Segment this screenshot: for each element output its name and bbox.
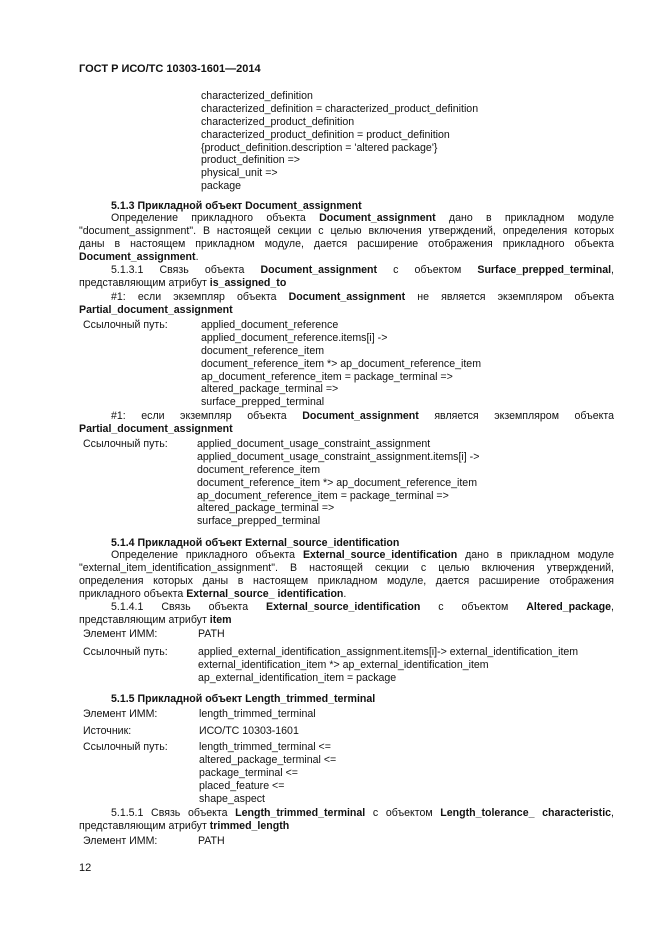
paragraph-line: Определение прикладного объекта External_source_identification дано в прикладном модуле xyxy=(111,549,614,561)
path-line: package_terminal <= xyxy=(199,766,298,779)
source-label: Источник: xyxy=(83,725,132,737)
paragraph-line: 5.1.3.1 Связь объекта Document_assignment с объектом Surface_prepped_terminal, xyxy=(111,264,614,276)
path-line: document_reference_item xyxy=(201,344,325,357)
reference-path-2 xyxy=(197,438,479,528)
path-line: product_definition => xyxy=(201,154,300,167)
path-line: applied_document_reference xyxy=(201,319,339,331)
aim-element-value: length_trimmed_terminal xyxy=(199,708,316,720)
path-line: applied_document_usage_constraint_assignment.items[i] -> xyxy=(197,450,480,463)
path-line: shape_aspect xyxy=(199,792,265,805)
case-1-condition xyxy=(79,291,614,317)
path-line: external_identification_item *> ap_external_identification_item xyxy=(198,658,489,671)
source-value: ИСО/ТС 10303-1601 xyxy=(199,725,299,737)
page-number: 12 xyxy=(79,862,92,874)
aim-element-value: PATH xyxy=(198,628,225,640)
reference-path-label: Ссылочный путь: xyxy=(83,319,168,331)
path-line: document_reference_item *> ap_document_reference_item xyxy=(201,357,482,370)
path-line: document_reference_item xyxy=(197,463,321,476)
case-2-condition xyxy=(79,410,614,436)
paragraph-line: даны в настоящем прикладном модуле, дается расширение отображения прикладного объекта xyxy=(79,237,614,250)
paragraph-line: представляющим атрибут trimmed_length xyxy=(79,819,290,832)
paragraph-line: определения которых даны в настоящем прикладном модуле, дается расширение отображения xyxy=(79,574,614,587)
document-header: ГОСТ Р ИСО/ТС 10303-1601—2014 xyxy=(79,63,261,75)
paragraph-line: #1: если экземпляр объекта Document_assignment не является экземпляром объекта xyxy=(111,291,614,303)
section-5-1-3-1-relation xyxy=(79,264,614,290)
section-5-1-5-heading: 5.1.5 Прикладной объект Length_trimmed_terminal xyxy=(111,693,376,705)
reference-path-3 xyxy=(198,646,578,685)
path-line: applied_external_identification_assignment.items[i]-> external_identification_item xyxy=(198,646,579,658)
reference-path-label: Ссылочный путь: xyxy=(83,741,168,753)
path-line: placed_feature <= xyxy=(199,779,285,792)
paragraph-line: Document_assignment. xyxy=(79,250,199,263)
paragraph-line: Partial_document_assignment xyxy=(79,303,233,316)
path-line: altered_package_terminal <= xyxy=(199,753,337,766)
section-5-1-3-definition xyxy=(79,212,614,264)
paragraph-line: 5.1.4.1 Связь объекта External_source_identification с объектом Altered_package, xyxy=(111,601,614,613)
path-line: applied_document_usage_constraint_assignment xyxy=(197,438,431,450)
path-line: ap_document_reference_item = package_terminal => xyxy=(197,489,449,502)
path-line: {product_definition.description = 'altered package'} xyxy=(201,141,438,154)
path-line: ap_document_reference_item = package_terminal => xyxy=(201,370,453,383)
reference-path-4 xyxy=(199,741,336,805)
path-line: characterized_product_definition xyxy=(201,115,355,128)
paragraph-line: #1: если экземпляр объекта Document_assignment является экземпляром объекта xyxy=(111,410,615,422)
section-5-1-5-1-relation xyxy=(79,807,614,833)
aim-element-value: PATH xyxy=(198,835,225,847)
aim-element-label: Элемент ИММ: xyxy=(83,835,158,847)
path-line: document_reference_item *> ap_document_reference_item xyxy=(197,476,478,489)
top-path-block xyxy=(201,90,478,193)
path-line: altered_package_terminal => xyxy=(197,502,335,515)
path-line: physical_unit => xyxy=(201,167,278,180)
section-5-1-4-1-relation xyxy=(79,601,614,627)
path-line: ap_external_identification_item = package xyxy=(198,671,397,684)
reference-path-label: Ссылочный путь: xyxy=(83,438,168,450)
path-line: applied_document_reference.items[i] -> xyxy=(201,331,388,344)
reference-path-label: Ссылочный путь: xyxy=(83,646,168,658)
path-line: surface_prepped_terminal xyxy=(197,515,321,528)
path-line: length_trimmed_terminal <= xyxy=(199,741,331,753)
path-line: characterized_definition xyxy=(201,90,313,102)
paragraph-line: "external_item_identification_assignment". В настоящей секции с целью включения утверждений, xyxy=(79,561,614,574)
section-5-1-3-heading: 5.1.3 Прикладной объект Document_assignment xyxy=(111,200,362,212)
paragraph-line: прикладного объекта External_source_ identification. xyxy=(79,587,347,600)
paragraph-line: 5.1.5.1 Связь объекта Length_trimmed_terminal с объектом Length_tolerance_ characteristic, xyxy=(111,807,614,819)
aim-element-label: Элемент ИММ: xyxy=(83,708,158,720)
path-line: characterized_product_definition = product_definition xyxy=(201,128,450,141)
path-line: characterized_definition = characterized_product_definition xyxy=(201,102,479,115)
section-5-1-4-heading: 5.1.4 Прикладной объект External_source_identification xyxy=(111,537,400,549)
path-line: package xyxy=(201,180,242,193)
reference-path-1 xyxy=(201,319,481,409)
aim-element-label: Элемент ИММ: xyxy=(83,628,158,640)
section-5-1-4-definition xyxy=(79,549,614,601)
paragraph-line: представляющим атрибут is_assigned_to xyxy=(79,276,287,289)
paragraph-line: Определение прикладного объекта Document_assignment дано в прикладном модуле xyxy=(111,212,614,224)
paragraph-line: Partial_document_assignment xyxy=(79,422,233,435)
path-line: altered_package_terminal => xyxy=(201,383,339,396)
paragraph-line: представляющим атрибут item xyxy=(79,613,232,626)
paragraph-line: "document_assignment". В настоящей секции с целью включения утверждений, определения которых xyxy=(79,224,614,237)
path-line: surface_prepped_terminal xyxy=(201,396,325,409)
